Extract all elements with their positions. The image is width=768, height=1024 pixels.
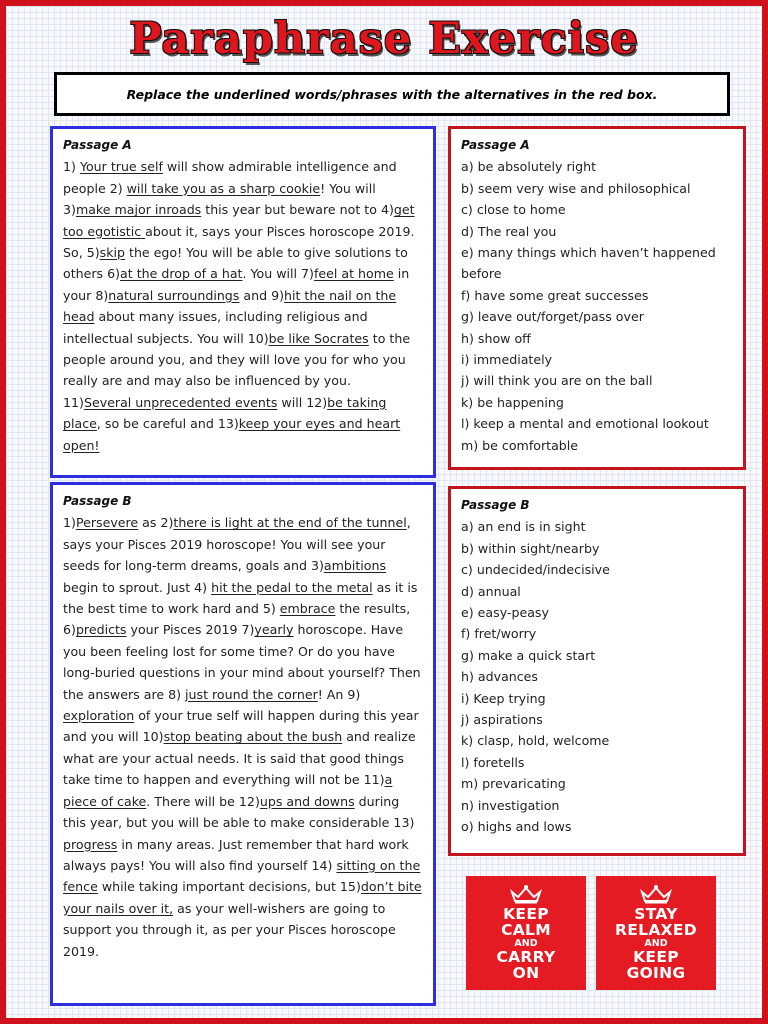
option-item: f) fret/worry	[461, 626, 537, 642]
underlined-phrase: get too egotistic	[63, 202, 415, 239]
underlined-phrase: at the drop of a hat	[120, 266, 243, 282]
instruction-text: Replace the underlined words/phrases with the alternatives in the red box.	[126, 86, 658, 102]
options-a-box	[448, 126, 746, 470]
underlined-phrase: Your true self	[79, 159, 163, 175]
option-item: a) an end is in sight	[461, 519, 586, 535]
poster-line: KEEP	[503, 905, 549, 923]
passage-b-text	[63, 512, 423, 962]
option-item: a) be absolutely right	[461, 159, 597, 175]
underlined-phrase: don’t bite your nails over it,	[63, 879, 422, 916]
passage-text-segment: in your 8)	[63, 266, 410, 303]
passage-text-segment: 1)	[63, 159, 80, 175]
passage-b-heading: Passage B	[63, 494, 132, 508]
option-item: k) be happening	[461, 394, 564, 410]
underlined-phrase: ambitions	[323, 558, 387, 574]
underlined-phrase: stop beating about the bush	[163, 729, 343, 745]
crown-icon	[509, 884, 543, 904]
passage-text-segment: ! An 9)	[317, 686, 361, 702]
option-item: f) have some great successes	[461, 287, 649, 303]
underlined-phrase: hit the nail on the head	[63, 287, 397, 325]
option-item: c) undecided/indecisive	[461, 562, 610, 578]
underlined-phrase: natural surroundings	[108, 287, 240, 303]
option-item: i) immediately	[461, 352, 553, 368]
passage-text-segment: to the people around you, and they will love you for who you really are and may also be influenced by you. 11)	[63, 330, 411, 410]
keep-calm-poster	[466, 876, 586, 990]
passage-text-segment: and 9)	[239, 287, 285, 303]
underlined-phrase: be like Socrates	[268, 330, 369, 346]
underlined-phrase: feel at home	[313, 266, 394, 282]
poster-line: CARRY	[496, 948, 556, 966]
underlined-phrase: Persevere	[75, 515, 139, 531]
passage-a-text	[63, 156, 423, 456]
option-item: c) close to home	[461, 202, 566, 218]
option-item: g) leave out/forget/pass over	[461, 309, 644, 325]
options-b-box	[448, 486, 746, 856]
passage-text-segment: as your well-wishers are going to support you through it, as per your Pisces horoscope 2019.	[63, 900, 396, 959]
poster-text	[596, 906, 716, 981]
crown-icon	[639, 884, 673, 904]
underlined-phrase: just round the corner	[185, 686, 318, 702]
passage-text-segment: this year but beware not to 4)	[201, 202, 394, 218]
poster-line: GOING	[626, 964, 686, 982]
option-item: m) be comfortable	[461, 437, 579, 453]
option-item: j) aspirations	[461, 712, 543, 728]
option-item: o) highs and lows	[461, 819, 572, 835]
passage-text-segment: , so be careful and 13)	[96, 416, 239, 432]
option-item: j) will think you are on the ball	[461, 373, 653, 389]
poster-line: STAY	[634, 905, 678, 923]
option-item: n) investigation	[461, 797, 560, 813]
stay-relaxed-poster	[596, 876, 716, 990]
poster-line: KEEP	[633, 948, 679, 966]
passage-text-segment: the ego! You will be able to give solutions to others 6)	[63, 245, 408, 282]
instruction-box	[54, 72, 730, 116]
underlined-phrase: a piece of cake	[63, 772, 393, 809]
underlined-phrase: make major inroads	[75, 202, 202, 218]
passage-text-segment: , says your Pisces 2019 horoscope! You will see your seeds for long-term dreams, goals and 3)	[63, 515, 411, 574]
underlined-phrase: sitting on the fence	[63, 857, 421, 895]
option-item: e) easy-peasy	[461, 605, 549, 621]
options-a-list	[461, 156, 733, 456]
underlined-phrase: exploration	[63, 708, 135, 724]
underlined-phrase: progress	[63, 836, 118, 852]
page-title: Paraphrase Exercise	[129, 14, 639, 64]
option-item: e) many things which haven’t happened before	[461, 245, 716, 282]
passage-text-segment: . You will 7)	[242, 266, 314, 282]
underlined-phrase: yearly	[254, 622, 294, 638]
option-item: b) within sight/nearby	[461, 540, 600, 556]
passage-text-segment: the results, 6)	[63, 601, 411, 638]
option-item: m) prevaricating	[461, 776, 566, 792]
underlined-phrase: hit the pedal to the metal	[211, 579, 373, 595]
option-item: d) annual	[461, 583, 521, 599]
underlined-phrase: keep your eyes and heart open!	[63, 416, 401, 453]
option-item: g) make a quick start	[461, 647, 596, 663]
options-b-heading: Passage B	[461, 498, 530, 512]
poster-line: AND	[644, 938, 668, 949]
passage-text-segment: during this year, but you will be able to make considerable 13)	[63, 793, 415, 831]
passage-text-segment: will 12)	[277, 394, 328, 410]
poster-line: RELAXED	[615, 921, 697, 939]
underlined-phrase: there is light at the end of the tunnel	[173, 515, 407, 531]
option-item: k) clasp, hold, welcome	[461, 733, 610, 749]
passage-text-segment: while taking important decisions, but 15)	[97, 879, 361, 895]
underlined-phrase: will take you as a sharp cookie	[126, 180, 321, 196]
options-a-heading: Passage A	[461, 138, 530, 152]
underlined-phrase: be taking place	[63, 394, 387, 432]
passage-text-segment: 1)	[63, 515, 76, 531]
passage-text-segment: and realize what are your actual needs. It is said that good things take time to happen and everything will not be 11)	[63, 729, 416, 788]
passage-text-segment: your Pisces 2019 7)	[126, 622, 255, 638]
passage-text-segment: horoscope. Have you been feeling lost for some time? Or do you have long-buried questions in your mind about yourself? Then the answers are 8)	[63, 622, 421, 702]
option-item: d) The real you	[461, 223, 557, 239]
passage-text-segment: . There will be 12)	[146, 793, 260, 809]
underlined-phrase: skip	[99, 245, 125, 261]
underlined-phrase: Several unprecedented events	[83, 394, 278, 410]
poster-line: ON	[512, 964, 540, 982]
poster-text	[466, 906, 586, 981]
poster-line: CALM	[501, 921, 551, 939]
underlined-phrase: predicts	[75, 622, 127, 638]
option-item: b) seem very wise and philosophical	[461, 180, 691, 196]
poster-line: AND	[514, 938, 538, 949]
passage-text-segment: as 2)	[138, 515, 174, 531]
passage-text-segment: about it, says your Pisces horoscope 2019. So, 5)	[63, 223, 415, 261]
option-item: l) keep a mental and emotional lookout	[461, 416, 709, 432]
option-item: h) advances	[461, 669, 538, 685]
option-item: h) show off	[461, 330, 531, 346]
passage-text-segment: ! You will 3)	[63, 180, 376, 218]
passage-a-heading: Passage A	[63, 138, 132, 152]
passage-text-segment: about many issues, including religious and intellectual subjects. You will 10)	[63, 309, 368, 346]
option-item: i) Keep trying	[461, 690, 546, 706]
passage-text-segment: in many areas. Just remember that hard work always pays! You will also find yourself 14)	[63, 836, 409, 873]
passage-text-segment: as it is the best time to work hard and 5)	[63, 579, 418, 617]
underlined-phrase: ups and downs	[259, 793, 355, 809]
passage-a-box	[50, 126, 436, 478]
passage-text-segment: begin to sprout. Just 4)	[63, 579, 212, 595]
options-b-list	[461, 516, 733, 837]
option-item: l) foretells	[461, 754, 525, 770]
passage-text-segment: of your true self will happen during this year and you will 10)	[63, 708, 419, 745]
passage-b-box	[50, 482, 436, 1006]
passage-text-segment: will show admirable intelligence and people 2)	[63, 159, 397, 196]
underlined-phrase: embrace	[279, 601, 336, 617]
